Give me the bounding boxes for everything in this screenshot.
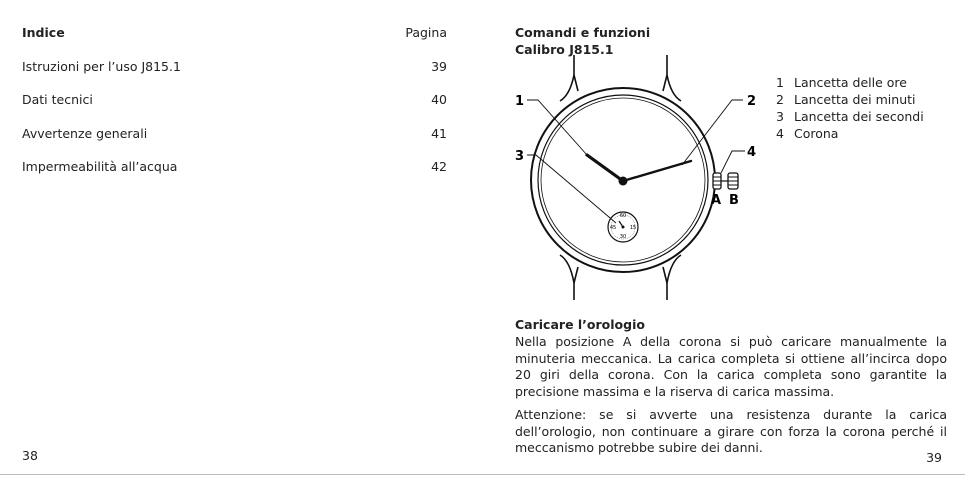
legend-num: 3 [776,109,784,124]
section-heading: Comandi e funzioni [515,25,651,40]
subdial-60: 60 [619,213,627,219]
subdial-30: 30 [619,234,627,240]
crown-b [721,173,738,189]
callout-4: 4 [747,145,757,160]
legend-item [776,74,907,91]
subdial-15: 15 [629,225,637,231]
position-b-label: B [729,193,739,208]
page-column-header: Pagina [405,25,447,40]
legend-text: Lancetta dei secondi [794,109,924,124]
page-number-right: 39 [926,450,942,465]
legend-item [776,91,915,108]
watch-diagram [500,55,770,305]
legend-item [776,125,838,142]
position-a-label: A [711,193,722,208]
winding-paragraph: Nella posizione A della corona si può caricare manualmente la minuteria meccanica. La carica completa si ottiene all’incirca dopo 20 giri della corona. Con la carica completa sono garantite la precisione massima e la riserva di carica massima. [515,334,947,399]
index-entry-page: 40 [431,92,447,107]
index-title: Indice [22,25,65,40]
legend-text: Lancetta dei minuti [794,92,916,107]
index-entry-page: 39 [431,59,447,74]
caliber-heading: Calibro J815.1 [515,42,614,57]
legend-num: 2 [776,92,784,107]
legend-text: Lancetta delle ore [794,75,907,90]
callout-3: 3 [515,149,525,164]
index-entry-label: Impermeabilità all’acqua [22,159,178,174]
index-entry-page: 41 [431,126,447,141]
page-number-left: 38 [22,448,38,463]
bottom-divider [0,474,965,475]
legend-text: Corona [794,126,839,141]
callout-2: 2 [747,94,757,109]
legend-num: 4 [776,126,784,141]
small-seconds-subdial [608,212,638,242]
index-entry-label: Dati tecnici [22,92,93,107]
legend-item [776,108,924,125]
crown-a [713,173,721,189]
warning-paragraph: Attenzione: se si avverte una resistenza durante la carica dell’orologio, non continuare a girare con forza la corona perché il meccanismo potrebbe subire dei danni. [515,407,947,455]
winding-title: Caricare l’orologio [515,317,645,332]
subdial-45: 45 [609,225,617,231]
index-entry-label: Avvertenze generali [22,126,148,141]
legend-num: 1 [776,75,784,90]
index-entry-label: Istruzioni per l’uso J815.1 [22,59,181,74]
index-entry-page: 42 [431,159,447,174]
callout-1: 1 [515,94,525,109]
